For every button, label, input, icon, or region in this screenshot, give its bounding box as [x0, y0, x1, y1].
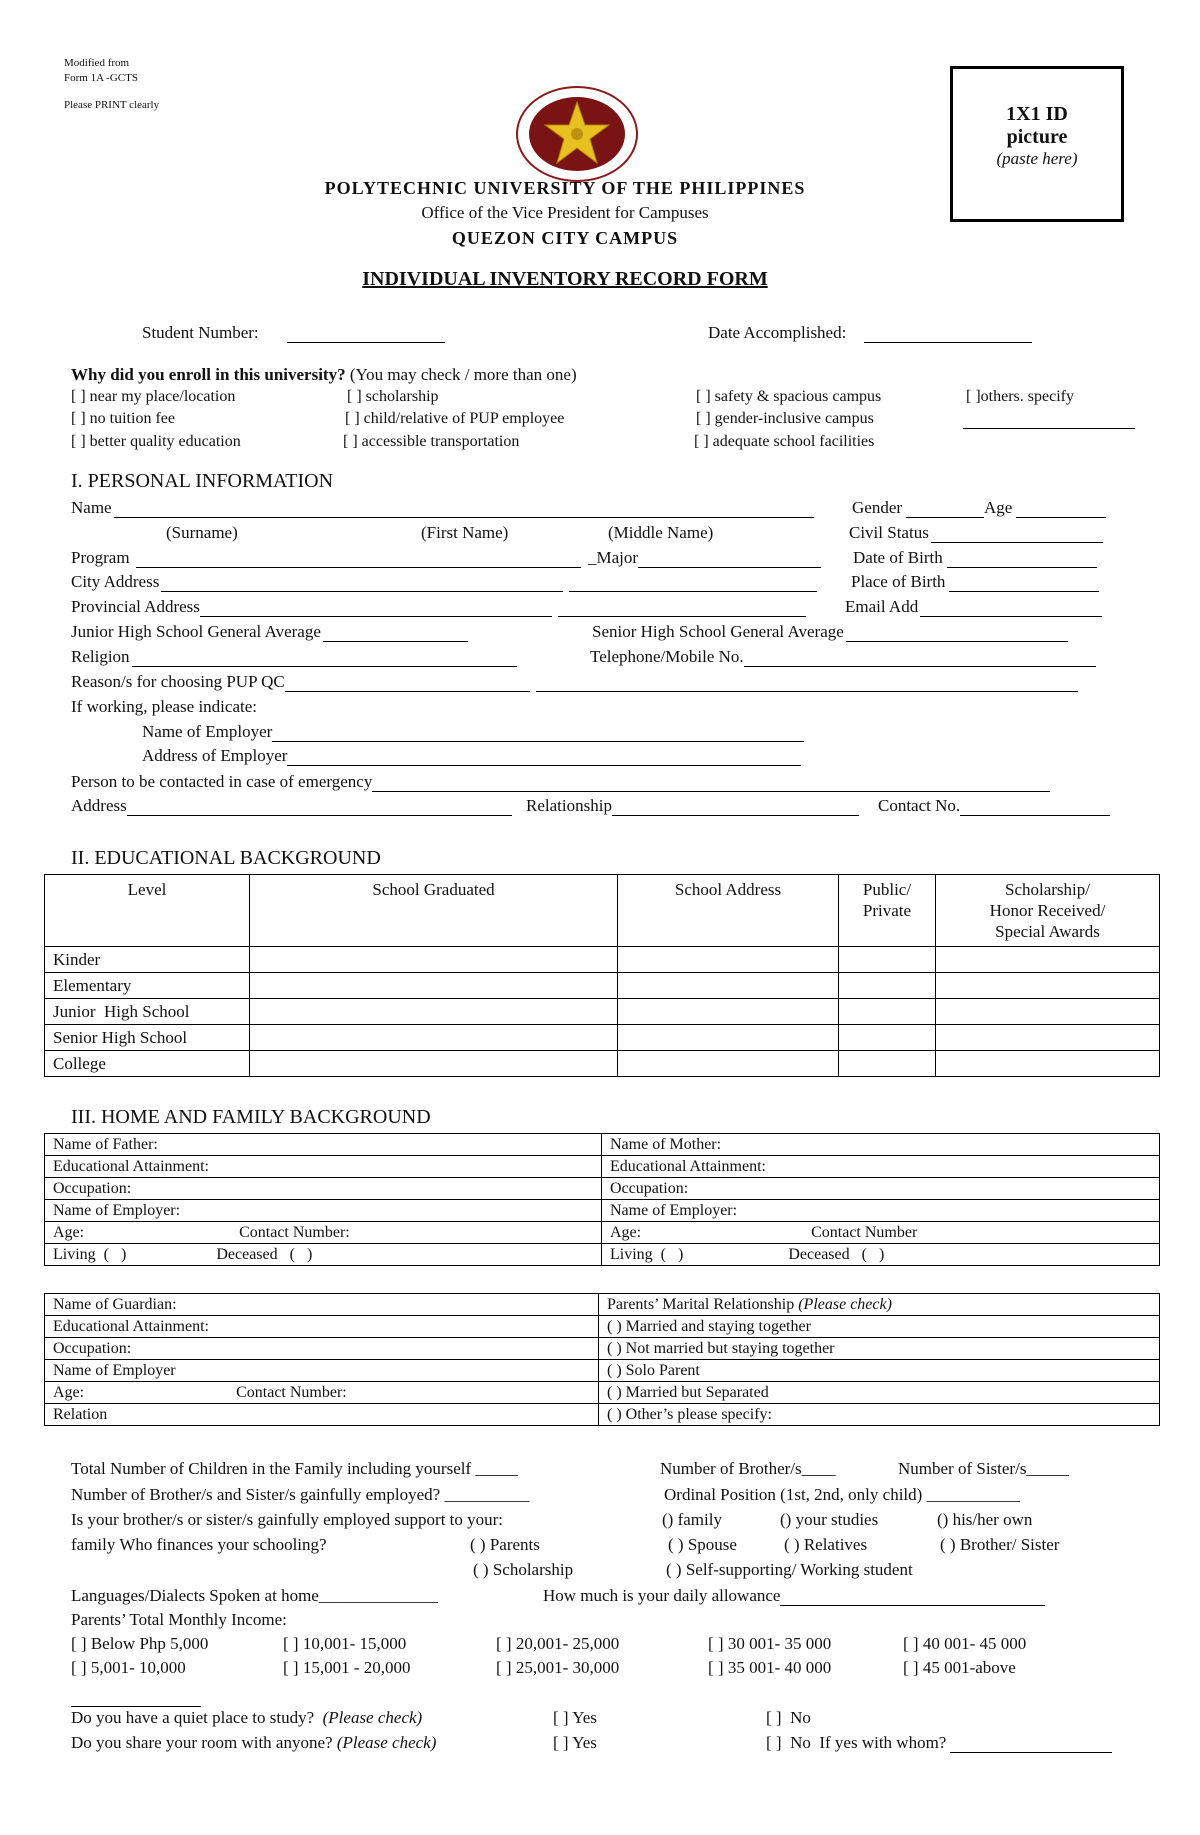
allowance-field[interactable]: How much is your daily allowance	[543, 1586, 1045, 1606]
father-employer[interactable]: Name of Employer:	[45, 1200, 602, 1222]
employer-address-field[interactable]: Address of Employer	[142, 746, 801, 766]
col-school-address: School Address	[618, 875, 839, 947]
finance-parents-option[interactable]: ( ) Parents	[470, 1535, 540, 1554]
finance-question: family Who finances your schooling?	[71, 1535, 327, 1554]
name-field[interactable]: Name	[71, 498, 814, 518]
marital-other[interactable]: ( ) Other’s please specify:	[599, 1404, 1160, 1426]
section-family-background: III. HOME AND FAMILY BACKGROUND	[71, 1106, 431, 1128]
first-name-label: (First Name)	[421, 523, 509, 542]
guardian-table	[44, 1293, 1160, 1426]
brothers-field[interactable]: Number of Brother/s____	[660, 1459, 836, 1478]
mother-age-contact[interactable]: Age: Contact Number	[602, 1222, 1160, 1244]
col-scholarship: Scholarship/ Honor Received/ Special Awards	[936, 875, 1160, 947]
if-working-label: If working, please indicate:	[71, 697, 257, 716]
shs-average-field[interactable]: Senior High School General Average	[592, 622, 1068, 642]
marital-solo-parent[interactable]: ( ) Solo Parent	[599, 1360, 1160, 1382]
option-gender-inclusive[interactable]: [ ] gender-inclusive campus	[696, 410, 874, 427]
income-title: Parents’ Total Monthly Income:	[71, 1610, 287, 1629]
income-10001-15000[interactable]: [ ] 10,001- 15,000	[283, 1634, 407, 1653]
marital-title: Parents’ Marital Relationship (Please check)	[599, 1294, 1160, 1316]
marital-married[interactable]: ( ) Married and staying together	[599, 1316, 1160, 1338]
income-30001-35000[interactable]: [ ] 30 001- 35 000	[708, 1634, 832, 1653]
city-address-field[interactable]: City Address	[71, 572, 817, 592]
share-room-question: Do you share your room with anyone? (Please check)	[71, 1733, 437, 1752]
option-child-relative[interactable]: [ ] child/relative of PUP employee	[345, 410, 565, 427]
income-40001-45000[interactable]: [ ] 40 001- 45 000	[903, 1634, 1027, 1653]
id-box-line1: 1X1 ID	[1006, 103, 1068, 125]
guardian-name[interactable]: Name of Guardian:	[45, 1294, 599, 1316]
education-table	[44, 874, 1160, 1077]
office-name: Office of the Vice President for Campuses	[421, 203, 709, 222]
form-title: INDIVIDUAL INVENTORY RECORD FORM	[362, 268, 768, 290]
quiet-place-question: Do you have a quiet place to study? (Please check)	[71, 1708, 423, 1727]
quiet-no-option[interactable]: [ ] No	[766, 1708, 811, 1727]
major-field[interactable]: _Major	[588, 548, 821, 568]
mother-name[interactable]: Name of Mother:	[602, 1134, 1160, 1156]
marital-separated[interactable]: ( ) Married but Separated	[599, 1382, 1160, 1404]
option-accessible-transport[interactable]: [ ] accessible transportation	[343, 433, 520, 450]
program-field[interactable]: Program	[71, 548, 581, 568]
col-level: Level	[45, 875, 250, 947]
modified-note: Modified from Form 1A -GCTS Please PRINT clearly	[64, 57, 160, 111]
finance-sibling-option[interactable]: ( ) Brother/ Sister	[940, 1535, 1060, 1554]
level-elementary: Elementary	[45, 973, 250, 999]
total-children-field[interactable]: Total Number of Children in the Family including yourself _____	[71, 1459, 518, 1478]
id-box-line2: picture	[1006, 126, 1068, 148]
guardian-education[interactable]: Educational Attainment:	[45, 1316, 599, 1338]
marital-not-married[interactable]: ( ) Not married but staying together	[599, 1338, 1160, 1360]
emergency-contact-no-field[interactable]: Contact No.	[878, 796, 1110, 816]
parents-table	[44, 1133, 1160, 1266]
table-row	[45, 1025, 1160, 1051]
income-45001-above[interactable]: [ ] 45 001-above	[903, 1658, 1016, 1677]
gender-field[interactable]: Gender Age	[852, 498, 1106, 518]
income-35001-40000[interactable]: [ ] 35 001- 40 000	[708, 1658, 832, 1677]
campus-name: QUEZON CITY CAMPUS	[451, 228, 679, 248]
option-better-quality[interactable]: [ ] better quality education	[71, 433, 241, 450]
option-no-tuition[interactable]: [ ] no tuition fee	[71, 410, 175, 427]
university-seal-icon	[512, 84, 642, 184]
provincial-address-field[interactable]: Provincial Address	[71, 597, 806, 617]
mother-education[interactable]: Educational Attainment:	[602, 1156, 1160, 1178]
guardian-occupation[interactable]: Occupation:	[45, 1338, 599, 1360]
date-accomplished-field[interactable]: Date Accomplished:	[708, 323, 1032, 343]
father-education[interactable]: Educational Attainment:	[45, 1156, 602, 1178]
level-jhs: Junior High School	[45, 999, 250, 1025]
guardian-relation[interactable]: Relation	[45, 1404, 599, 1426]
student-number-field[interactable]: Student Number:	[142, 323, 445, 343]
religion-field[interactable]: Religion	[71, 647, 517, 667]
civil-status-field[interactable]: Civil Status	[849, 523, 1103, 543]
share-yes-option[interactable]: [ ] Yes	[553, 1733, 597, 1752]
finance-scholarship-option[interactable]: ( ) Scholarship	[473, 1560, 574, 1579]
university-name: POLYTECHNIC UNIVERSITY OF THE PHILIPPINES	[324, 178, 806, 198]
income-5001-10000[interactable]: [ ] 5,001- 10,000	[71, 1658, 186, 1677]
table-row	[45, 999, 1160, 1025]
father-name[interactable]: Name of Father:	[45, 1134, 602, 1156]
languages-field[interactable]: Languages/Dialects Spoken at home______________	[71, 1586, 438, 1605]
middle-name-label: (Middle Name)	[608, 523, 714, 542]
place-of-birth-field[interactable]: Place of Birth	[851, 572, 1099, 592]
finance-self-option[interactable]: ( ) Self-supporting/ Working student	[666, 1560, 913, 1579]
finance-relatives-option[interactable]: ( ) Relatives	[784, 1535, 868, 1554]
emergency-contact-field[interactable]: Person to be contacted in case of emergency	[71, 772, 1050, 792]
option-safety-campus[interactable]: [ ] safety & spacious campus	[696, 388, 882, 405]
mother-employer[interactable]: Name of Employer:	[602, 1200, 1160, 1222]
option-near-place[interactable]: [ ] near my place/location	[71, 388, 236, 405]
emergency-address-field[interactable]: Address	[71, 796, 512, 816]
ordinal-position-field[interactable]: Ordinal Position (1st, 2nd, only child) ___________	[664, 1485, 1021, 1504]
col-school-graduated: School Graduated	[250, 875, 618, 947]
income-25001-30000[interactable]: [ ] 25,001- 30,000	[496, 1658, 620, 1677]
jhs-average-field[interactable]: Junior High School General Average	[71, 622, 468, 642]
emergency-relationship-field[interactable]: Relationship	[526, 796, 859, 816]
support-question: Is your brother/s or sister/s gainfully employed support to your:	[71, 1510, 504, 1529]
date-of-birth-field[interactable]: Date of Birth	[853, 548, 1097, 568]
level-college: College	[45, 1051, 250, 1077]
father-age-contact[interactable]: Age: Contact Number:	[45, 1222, 602, 1244]
finance-spouse-option[interactable]: ( ) Spouse	[668, 1535, 737, 1554]
mother-occupation[interactable]: Occupation:	[602, 1178, 1160, 1200]
others-specify-line[interactable]	[963, 428, 1135, 429]
section-educational-background: II. EDUCATIONAL BACKGROUND	[71, 847, 381, 869]
table-row	[45, 1051, 1160, 1077]
email-field[interactable]: Email Add	[845, 597, 1102, 617]
surname-label: (Surname)	[166, 523, 238, 542]
reason-field[interactable]: Reason/s for choosing PUP QC	[71, 672, 1078, 692]
why-enroll-question: Why did you enroll in this university? (You may check / more than one)	[71, 365, 577, 384]
share-no-option[interactable]: [ ] No If yes with whom?	[766, 1733, 1112, 1753]
section-personal-info: I. PERSONAL INFORMATION	[71, 470, 334, 492]
guardian-age-contact[interactable]: Age: Contact Number:	[45, 1382, 599, 1404]
support-own-option[interactable]: () his/her own	[937, 1510, 1033, 1529]
table-row	[45, 973, 1160, 999]
support-family-option[interactable]: () family	[662, 1510, 722, 1529]
option-scholarship[interactable]: [ ] scholarship	[347, 388, 439, 405]
father-living-status[interactable]: Living ( ) Deceased ( )	[45, 1244, 602, 1266]
divider-line	[71, 1706, 201, 1707]
id-box-line3: (paste here)	[996, 149, 1078, 168]
telephone-field[interactable]: Telephone/Mobile No.	[590, 647, 1096, 667]
option-adequate-facilities[interactable]: [ ] adequate school facilities	[694, 433, 875, 450]
employer-name-field[interactable]: Name of Employer	[142, 722, 804, 742]
employed-siblings-field[interactable]: Number of Brother/s and Sister/s gainfully employed? __________	[71, 1485, 530, 1504]
table-row	[45, 947, 1160, 973]
mother-living-status[interactable]: Living ( ) Deceased ( )	[602, 1244, 1160, 1266]
income-20001-25000[interactable]: [ ] 20,001- 25,000	[496, 1634, 620, 1653]
sisters-field[interactable]: Number of Sister/s_____	[898, 1459, 1069, 1478]
income-15001-20000[interactable]: [ ] 15,001 - 20,000	[283, 1658, 411, 1677]
option-others[interactable]: [ ]others. specify	[966, 388, 1074, 405]
col-public-private: Public/ Private	[839, 875, 936, 947]
support-studies-option[interactable]: () your studies	[780, 1510, 879, 1529]
father-occupation[interactable]: Occupation:	[45, 1178, 602, 1200]
guardian-employer[interactable]: Name of Employer	[45, 1360, 599, 1382]
income-below-5000[interactable]: [ ] Below Php 5,000	[71, 1634, 209, 1653]
quiet-yes-option[interactable]: [ ] Yes	[553, 1708, 597, 1727]
level-kinder: Kinder	[45, 947, 250, 973]
level-shs: Senior High School	[45, 1025, 250, 1051]
